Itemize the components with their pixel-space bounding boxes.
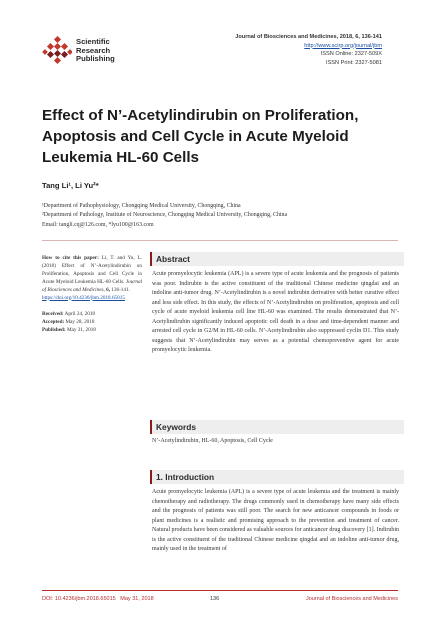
doi-link[interactable]: https://doi.org/10.4236/jbm.2018.65015 bbox=[42, 294, 125, 301]
affiliations bbox=[42, 202, 287, 230]
footer-doi bbox=[42, 596, 154, 602]
authors: Tang Li¹, Li Yu²* bbox=[42, 181, 99, 190]
logo-line: Research bbox=[76, 45, 111, 55]
keywords-heading: Keywords bbox=[150, 420, 404, 434]
cite-journal: Journal of Biosciences and Medicines, bbox=[42, 278, 143, 293]
footer-page-number: 136 bbox=[210, 596, 220, 602]
footer-journal: Journal of Biosciences and Medicines bbox=[305, 596, 398, 602]
logo-line: Publishing bbox=[76, 54, 115, 64]
abstract-heading: Abstract bbox=[150, 252, 404, 266]
cite-text: Li, T. and Yu, L. (2018) Effect of N’-Acetylindirubin on Proliferation, Apoptosis and Cell Cycle in Acute Myeloid Leukemia HL-60 Cells. bbox=[42, 255, 143, 285]
keywords-text: N’-Acetylindirubin, HL-60, Apoptosis, Cell Cycle bbox=[152, 438, 273, 444]
journal-url-link[interactable]: http://www.scirp.org/journal/jbm bbox=[304, 42, 382, 49]
logo-line: Scientific bbox=[76, 37, 110, 46]
cite-volume: 6, bbox=[106, 286, 110, 293]
dates-block bbox=[42, 311, 142, 335]
journal-info bbox=[235, 33, 382, 67]
published-date: May 31, 2018 bbox=[66, 327, 96, 334]
abstract-text: Acute promyelocytic leukemia (APL) is a severe type of acute leukemia and the prognosis of patients was poor. Indirubin is the active constituent of the traditional Chinese medicine qingdai and an indoline anti-tumor drug. N’-Acetylindirubin is a novel indirubin derivative with better curative effect and less side effect. In this study, the effects of N’-Acetylindirubin on proliferation, apoptosis and cell cycle of acute myeloid leukemia cell line HL-60 was examined. The results demonstrated that N’-Acetylindirubin significantly induced apoptotic cell death in a dose and time-dependent manner and arrested cell cycle in G2/M in HL-60 cells. N’-Acetylindirubin also suppressed cyclin D1. This study suggests that N’-Acetylindirubin may serves as a potential chemopreventive agent for acute promyelocytic leukemia. bbox=[152, 271, 399, 353]
accepted-date: May 28, 2018 bbox=[65, 319, 95, 326]
affiliation-2: ²Department of Pathology, Institute of Neuroscience, Chongqing Medical University, Chongqing, China bbox=[42, 212, 288, 219]
introduction-heading: 1. Introduction bbox=[150, 470, 404, 484]
received-date: April 24, 2018 bbox=[64, 311, 96, 318]
paper-title: Effect of N’-Acetylindirubin on Proliferation, Apoptosis and Cell Cycle in Acute Myeloid Leukemia HL-60 Cells bbox=[42, 107, 359, 166]
divider bbox=[42, 240, 398, 241]
footer-date: May 31, 2018 bbox=[120, 596, 154, 602]
journal-line: Journal of Biosciences and Medicines, 2018, 6, 136-141 bbox=[235, 34, 382, 40]
email-line: Email: tangli.cq@126.com, *lyu100@163.com bbox=[42, 221, 154, 228]
issn-online: ISSN Online: 2327-509X bbox=[320, 51, 382, 58]
affiliation-1: ¹Department of Pathophysiology, Chongqing Medical University, Chongqing, China bbox=[42, 203, 241, 209]
received-label: Received: bbox=[42, 311, 64, 318]
accepted-label: Accepted: bbox=[42, 319, 65, 326]
published-label: Published: bbox=[42, 327, 66, 334]
footer-rule bbox=[42, 590, 398, 591]
cite-pages: 136-141. bbox=[111, 286, 130, 293]
publisher-logo-icon bbox=[42, 36, 72, 66]
publisher-logo-text bbox=[76, 38, 115, 64]
citation-sidebar bbox=[42, 255, 142, 335]
citation-block bbox=[42, 255, 142, 302]
cite-label: How to cite this paper: bbox=[42, 255, 99, 261]
introduction-text: Acute promyelocytic leukemia (APL) is a severe type of acute leukemia and the treatment is mainly chemotherapy and radiotherapy. The drugs commonly used in chemotherapy have many side effects and the prognosis of patients was still poor. The search for new anticancer compounds in foods or plant medicines is a realistic and promising approach to the prevention and treatment of cancer. Natural products have been considered as valuable sources for anticancer drug discovery [1]. Indirubin is the active constituent of the traditional Chinese medicine qingdai and an indoline anti-tumor drug, mainly used in the treatment of bbox=[152, 489, 399, 552]
issn-print: ISSN Print: 2327-5081 bbox=[326, 59, 382, 66]
footer-doi-text: DOI: 10.4236/jbm.2018.65015 bbox=[42, 596, 116, 602]
